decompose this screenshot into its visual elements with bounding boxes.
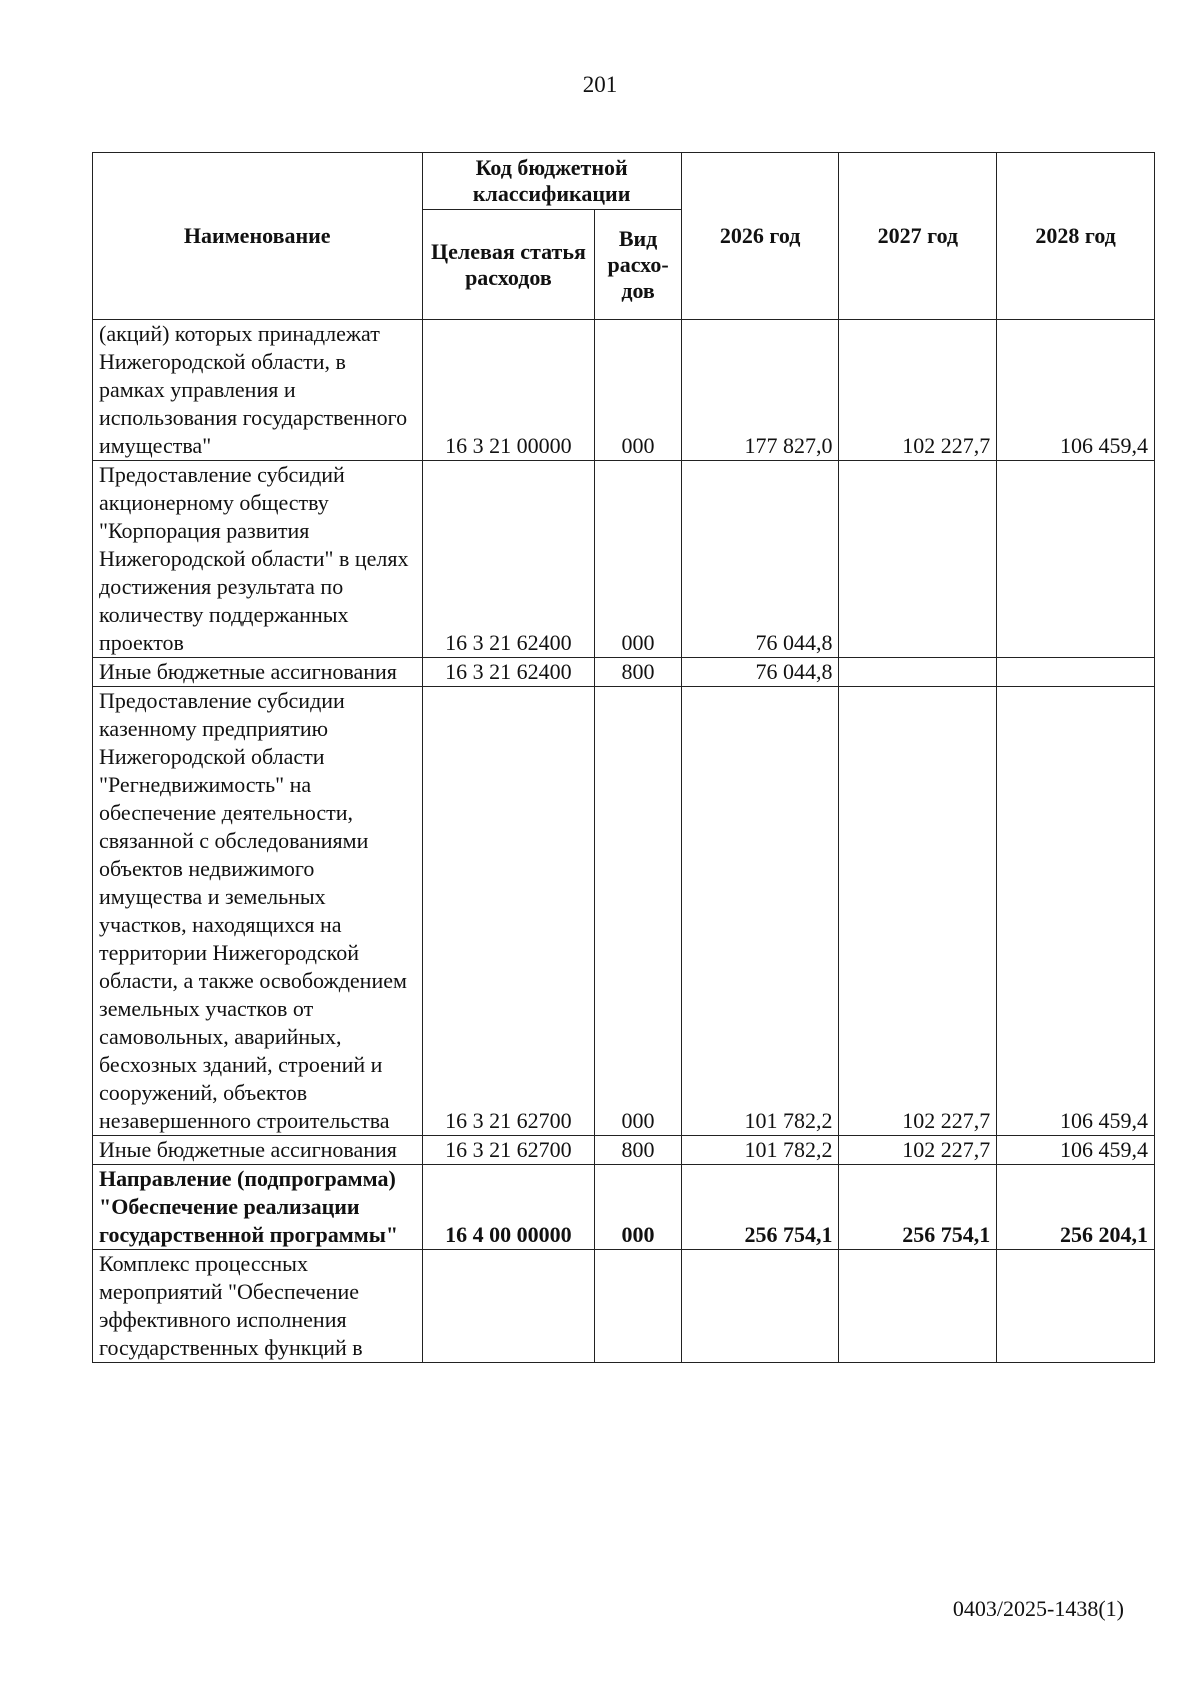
- header-expense-kind: Вид расхо-дов: [595, 210, 681, 320]
- header-2027: 2027 год: [839, 153, 997, 320]
- table-row: [93, 687, 1155, 1136]
- row-kind: 000: [595, 320, 681, 461]
- table-row: [93, 658, 1155, 687]
- row-2026: 76 044,8: [681, 658, 839, 687]
- header-target-article: Целевая статья расходов: [422, 210, 595, 320]
- header-code-group: Код бюджетной классификации: [422, 153, 681, 210]
- row-name: Предоставление субсидий акционерному обществу "Корпорация развития Нижегородской области" в целях достижения результата по количеству поддержанных проектов: [93, 461, 423, 658]
- row-target: 16 3 21 62400: [422, 461, 595, 658]
- row-2028: 106 459,4: [997, 320, 1155, 461]
- row-2026: 101 782,2: [681, 1136, 839, 1165]
- table-row: [93, 1250, 1155, 1363]
- row-kind: [595, 1250, 681, 1363]
- row-name: Комплекс процессных мероприятий "Обеспечение эффективного исполнения государственных функций в: [93, 1250, 423, 1363]
- row-name: Иные бюджетные ассигнования: [93, 1136, 423, 1165]
- row-2027: 102 227,7: [839, 320, 997, 461]
- table-body: [93, 320, 1155, 1363]
- row-target: [422, 1250, 595, 1363]
- row-2026: 76 044,8: [681, 461, 839, 658]
- row-2026: [681, 1250, 839, 1363]
- header-2026: 2026 год: [681, 153, 839, 320]
- row-2028: [997, 1250, 1155, 1363]
- row-2027: 102 227,7: [839, 687, 997, 1136]
- row-name: (акций) которых принадлежат Нижегородской области, в рамках управления и использования государственного имущества": [93, 320, 423, 461]
- row-2027: [839, 1250, 997, 1363]
- row-name: Направление (подпрограмма) "Обеспечение реализации государственной программы": [93, 1165, 423, 1250]
- table-row: [93, 320, 1155, 461]
- row-kind: 000: [595, 1165, 681, 1250]
- row-2027: 102 227,7: [839, 1136, 997, 1165]
- row-2026: 177 827,0: [681, 320, 839, 461]
- budget-table: [92, 152, 1155, 1363]
- row-target: 16 3 21 62700: [422, 687, 595, 1136]
- table-row-subprogram: [93, 1165, 1155, 1250]
- row-kind: 800: [595, 658, 681, 687]
- row-target: 16 3 21 62400: [422, 658, 595, 687]
- page-number: 201: [582, 72, 618, 97]
- header-2028: 2028 год: [997, 153, 1155, 320]
- row-kind: 000: [595, 461, 681, 658]
- table-header: [93, 153, 1155, 320]
- row-2026: 101 782,2: [681, 687, 839, 1136]
- row-name: Предоставление субсидии казенному предприятию Нижегородской области "Регнедвижимость" на обеспечение деятельности, связанной с обследованиями объектов недвижимого имущества и земельных участков, находящихся на территории Нижегородской области, а также освобождением земельных участков от самовольных, аварийных, бесхозных зданий, строений и сооружений, объектов незавершенного строительства: [93, 687, 423, 1136]
- row-kind: 800: [595, 1136, 681, 1165]
- row-2027: [839, 658, 997, 687]
- table-row: [93, 1136, 1155, 1165]
- row-2028: [997, 461, 1155, 658]
- table-row: [93, 461, 1155, 658]
- row-2026: 256 754,1: [681, 1165, 839, 1250]
- header-name: Наименование: [93, 153, 423, 320]
- row-name: Иные бюджетные ассигнования: [93, 658, 423, 687]
- row-target: 16 4 00 00000: [422, 1165, 595, 1250]
- document-code: 0403/2025-1438(1): [952, 1596, 1124, 1621]
- row-2027: [839, 461, 997, 658]
- row-2028: [997, 658, 1155, 687]
- row-2028: 106 459,4: [997, 1136, 1155, 1165]
- row-target: 16 3 21 62700: [422, 1136, 595, 1165]
- row-2028: 106 459,4: [997, 687, 1155, 1136]
- row-2027: 256 754,1: [839, 1165, 997, 1250]
- row-kind: 000: [595, 687, 681, 1136]
- row-target: 16 3 21 00000: [422, 320, 595, 461]
- row-2028: 256 204,1: [997, 1165, 1155, 1250]
